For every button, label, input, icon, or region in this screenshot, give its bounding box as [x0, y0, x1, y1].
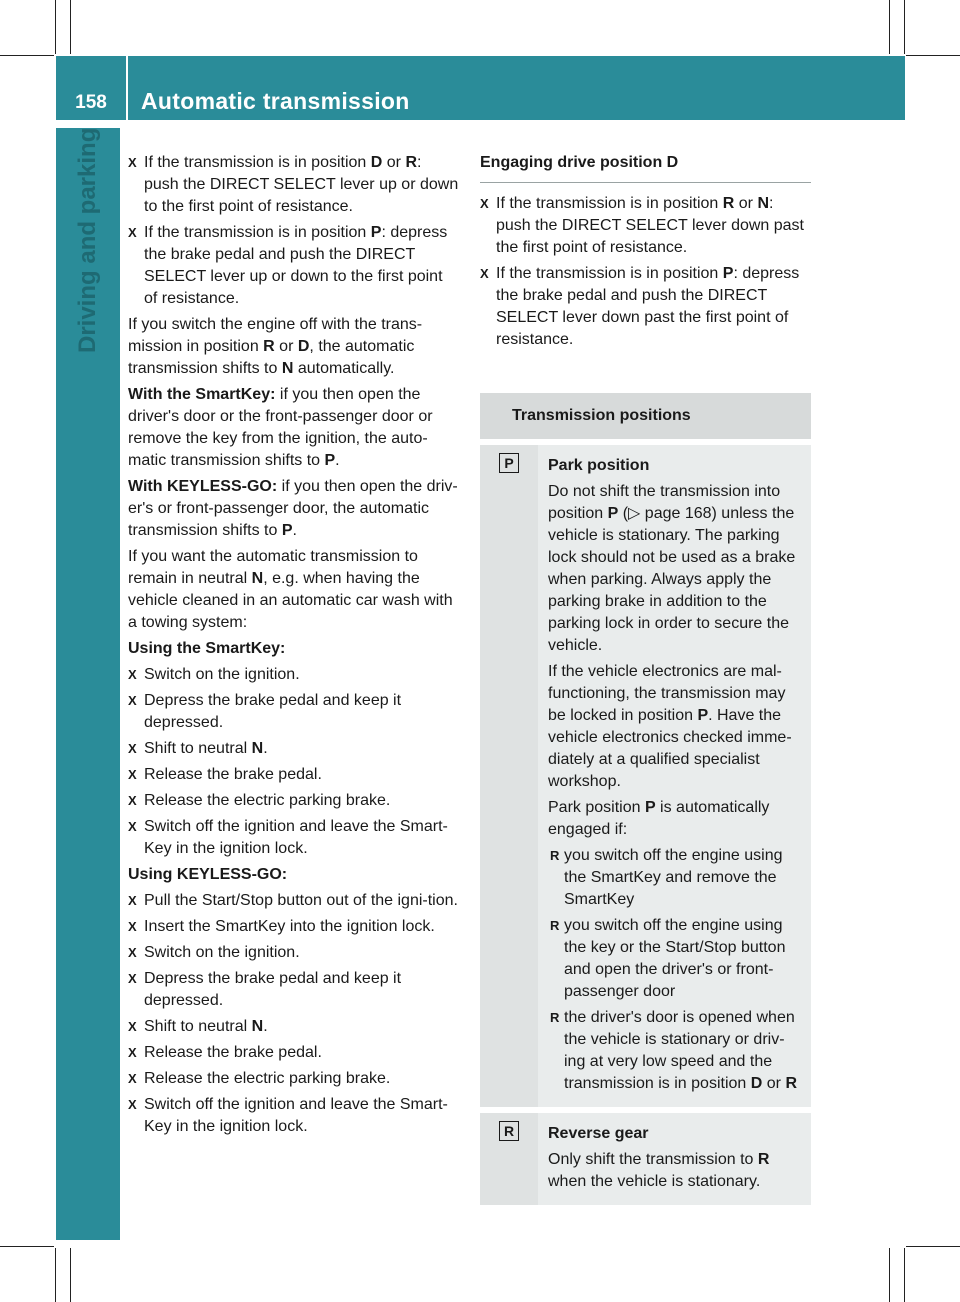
bold-text: D — [297, 338, 310, 355]
bold-text: R — [263, 338, 275, 355]
bold-text: P — [697, 707, 709, 724]
step-arrow-icon: X — [128, 741, 137, 756]
text: . — [263, 1018, 268, 1035]
transmission-row — [480, 445, 811, 1107]
step-arrow-icon: X — [128, 1071, 137, 1086]
transmission-row — [480, 1113, 811, 1205]
symbol-cell — [480, 445, 538, 1107]
instruction-step — [128, 738, 460, 760]
step-arrow-icon: X — [480, 196, 489, 211]
bullet-icon: R — [550, 848, 560, 863]
text: you switch off the engine using the SmartKey and remove the SmartKey — [564, 847, 783, 908]
text: or — [382, 154, 406, 171]
text: Park position — [548, 799, 645, 816]
step-arrow-icon: X — [128, 1097, 137, 1112]
text: Switch off the ignition and leave the Smart-Key in the ignition lock. — [144, 818, 448, 857]
bold-text: R — [722, 195, 735, 212]
paragraph — [548, 481, 805, 657]
text: . — [263, 740, 268, 757]
step-arrow-icon: X — [128, 945, 137, 960]
text: when the vehicle is stationary. — [548, 1173, 761, 1190]
text: : depress the brake pedal and push the DIRECT SELECT lever down past the first point of resistance. — [496, 265, 800, 348]
text: or — [762, 1075, 786, 1092]
text: automatically. — [293, 360, 395, 377]
paragraph — [128, 314, 460, 380]
text: Release the brake pedal. — [144, 1044, 322, 1061]
text: Shift to neutral — [144, 1018, 252, 1035]
text: Do not shift the transmission into position — [548, 483, 781, 522]
text: : push the DIRECT SELECT lever down past the first point of resistance. — [496, 195, 804, 256]
paragraph — [128, 864, 460, 886]
text: Switch off the ignition and leave the Smart-Key in the ignition lock. — [144, 1096, 448, 1135]
instruction-step — [128, 764, 460, 786]
text: If the transmission is in position — [496, 265, 723, 282]
text: the driver's door is opened when the vehicle is stationary or driv-ing at very low speed and the transmission is in position — [564, 1009, 795, 1092]
text: If the transmission is in position — [496, 195, 723, 212]
bold-text: P — [644, 799, 656, 816]
table-title: Transmission positions — [480, 393, 811, 439]
text: If you switch the engine off with the trans-mission in position — [128, 316, 423, 355]
bullet-item — [548, 915, 805, 1003]
text: Only shift the transmission to — [548, 1151, 758, 1168]
paragraph — [548, 797, 805, 841]
paragraph — [128, 638, 460, 660]
bold-text: With KEYLESS-GO: — [128, 478, 278, 495]
description-cell — [538, 1113, 811, 1205]
step-arrow-icon: X — [480, 266, 489, 281]
bold-text: R — [405, 154, 418, 171]
crop-mark — [889, 0, 890, 54]
row-title: Reverse gear — [548, 1125, 649, 1142]
crop-mark — [906, 55, 960, 56]
bold-text: P — [324, 452, 336, 469]
bold-text: R — [757, 1151, 770, 1168]
instruction-step — [128, 1094, 460, 1138]
paragraph — [548, 1149, 805, 1193]
step-arrow-icon: X — [128, 1019, 137, 1034]
step-arrow-icon: X — [128, 225, 137, 240]
step-arrow-icon: X — [128, 667, 137, 682]
step-arrow-icon: X — [128, 919, 137, 934]
text: Release the electric parking brake. — [144, 1070, 391, 1087]
crop-mark — [55, 1248, 56, 1302]
text: , e.g. when having the vehicle cleaned in an automatic car wash with a towing system: — [128, 570, 453, 631]
bold-text: R — [785, 1075, 797, 1092]
bold-text: D — [750, 1075, 763, 1092]
bold-text: N — [251, 570, 264, 587]
symbol-cell — [480, 1113, 538, 1205]
page-number: 158 — [75, 92, 107, 113]
crop-mark — [904, 1248, 905, 1302]
crop-mark — [70, 0, 71, 54]
description-cell — [538, 445, 811, 1107]
page-header — [56, 56, 905, 120]
text: If the vehicle electronics are mal-functioning, the transmission may be locked in position — [548, 663, 786, 724]
instruction-step — [128, 1016, 460, 1038]
crop-mark — [904, 0, 905, 54]
instruction-step — [128, 152, 460, 218]
bold-text: Using the SmartKey: — [128, 640, 286, 657]
step-arrow-icon: X — [128, 893, 137, 908]
instruction-step — [128, 968, 460, 1012]
right-column — [480, 152, 811, 1205]
crop-mark — [55, 0, 56, 54]
section-title: Engaging drive position D — [480, 152, 811, 183]
bold-text: P — [722, 265, 734, 282]
instruction-step — [128, 790, 460, 812]
bullet-item — [548, 1007, 805, 1095]
bold-text: D — [370, 154, 383, 171]
bullet-item — [548, 845, 805, 911]
bold-text: P — [370, 224, 382, 241]
gear-position-icon: P — [499, 453, 519, 473]
instruction-step — [128, 690, 460, 734]
text: . Have the vehicle electronics checked imme-diately at a qualified specialist workshop. — [548, 707, 792, 790]
text: : depress the brake pedal and push the DIRECT SELECT lever up or down to the first point of resistance. — [144, 224, 448, 307]
text: Shift to neutral — [144, 740, 252, 757]
transmission-table — [480, 445, 811, 1205]
text: you switch off the engine using the key or the Start/Stop button and open the driver's or front-passenger door — [564, 917, 786, 1000]
step-arrow-icon: X — [128, 819, 137, 834]
instruction-step — [128, 664, 460, 686]
crop-mark — [889, 1248, 890, 1302]
step-arrow-icon: X — [128, 793, 137, 808]
bullet-icon: R — [550, 1010, 560, 1025]
text: Pull the Start/Stop button out of the igni-tion. — [144, 892, 458, 909]
step-arrow-icon: X — [128, 1045, 137, 1060]
step-arrow-icon: X — [128, 767, 137, 782]
text: If the transmission is in position — [144, 154, 371, 171]
text: or — [274, 338, 298, 355]
text: or — [734, 195, 758, 212]
crop-mark — [70, 1248, 71, 1302]
text: Depress the brake pedal and keep it depressed. — [144, 970, 402, 1009]
text: . — [335, 452, 340, 469]
text: , the automatic transmission shifts to — [128, 338, 415, 377]
instruction-step — [128, 1042, 460, 1064]
text: if you then open the driv-er's or front-passenger door, the automatic transmission shifts to — [128, 478, 458, 539]
bold-text: P — [607, 505, 619, 522]
crop-mark — [0, 55, 54, 56]
right-steps — [480, 193, 811, 351]
section-side-tab — [56, 128, 120, 1240]
bold-text: With the SmartKey: — [128, 386, 276, 403]
instruction-step — [128, 890, 460, 912]
instruction-step — [128, 222, 460, 310]
step-arrow-icon: X — [128, 155, 137, 170]
crop-mark — [0, 1246, 54, 1247]
instruction-step — [480, 263, 811, 351]
text: if you then open the driver's door or the front-passenger door or remove the key from the ignition, the auto-matic transmission shifts to — [128, 386, 433, 469]
gear-position-icon: R — [499, 1121, 519, 1141]
text: Release the brake pedal. — [144, 766, 322, 783]
text: If the transmission is in position — [144, 224, 371, 241]
text: . — [292, 522, 297, 539]
bold-text: P — [281, 522, 293, 539]
header-divider — [126, 56, 128, 120]
instruction-step — [480, 193, 811, 259]
instruction-step — [128, 816, 460, 860]
text: : push the DIRECT SELECT lever up or down to the first point of resistance. — [144, 154, 459, 215]
instruction-step — [128, 916, 460, 938]
paragraph — [548, 661, 805, 793]
step-arrow-icon: X — [128, 971, 137, 986]
side-tab-label: Driving and parking — [74, 128, 101, 354]
text: If you want the automatic transmission to remain in neutral — [128, 548, 418, 587]
paragraph — [128, 384, 460, 472]
bold-text: N — [251, 740, 264, 757]
left-column — [128, 152, 460, 1142]
text: Insert the SmartKey into the ignition lock. — [144, 918, 435, 935]
bullet-icon: R — [550, 918, 560, 933]
crop-mark — [906, 1246, 960, 1247]
text: Switch on the ignition. — [144, 666, 300, 683]
text: Depress the brake pedal and keep it depressed. — [144, 692, 402, 731]
bold-text: N — [757, 195, 770, 212]
text: Switch on the ignition. — [144, 944, 300, 961]
row-title: Park position — [548, 457, 650, 474]
step-arrow-icon: X — [128, 693, 137, 708]
bold-text: N — [281, 360, 294, 377]
text: Release the electric parking brake. — [144, 792, 391, 809]
text: is automatically engaged if: — [548, 799, 770, 838]
paragraph — [128, 476, 460, 542]
instruction-step — [128, 1068, 460, 1090]
instruction-step — [128, 942, 460, 964]
paragraph — [128, 546, 460, 634]
page-title: Automatic transmission — [141, 88, 410, 114]
text: (▷ page 168) unless the vehicle is stationary. The parking lock should not be used as a brake when parking. Always apply the parking brake in addition to the parking lock in order to secure the vehicle. — [548, 505, 796, 654]
bold-text: N — [251, 1018, 264, 1035]
bold-text: Using KEYLESS-GO: — [128, 866, 288, 883]
